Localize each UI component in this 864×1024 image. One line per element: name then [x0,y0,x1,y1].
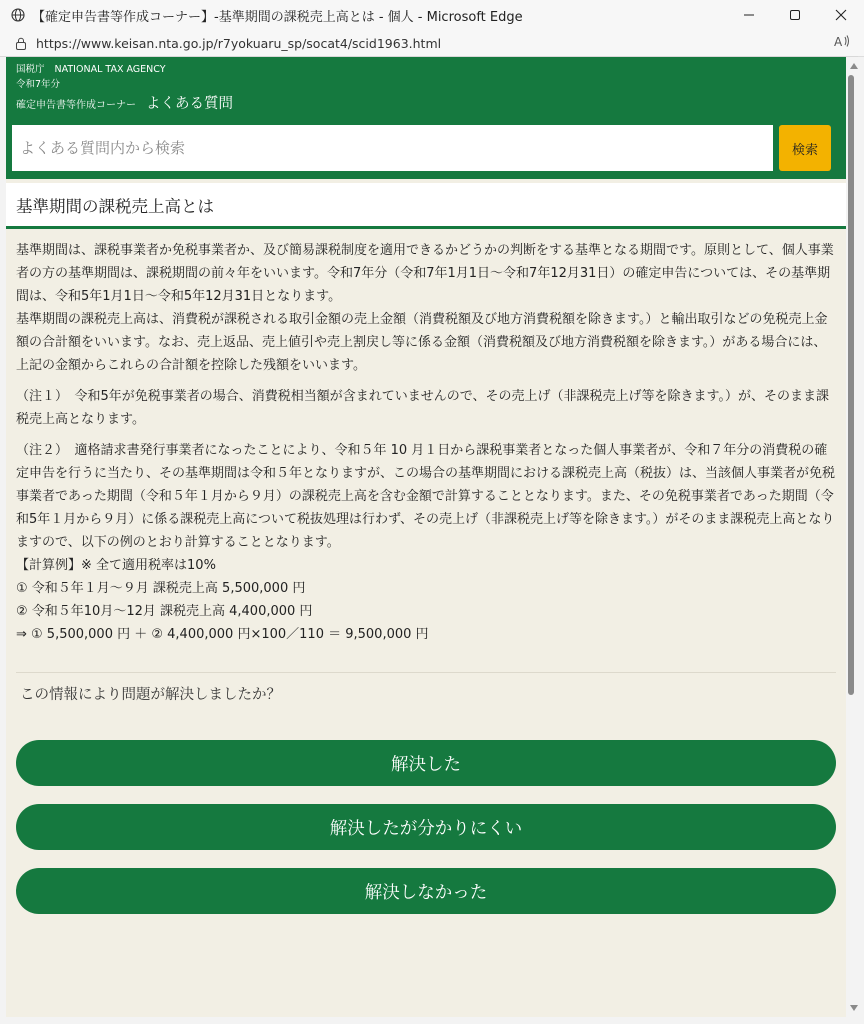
not-resolved-button[interactable]: 解決しなかった [16,868,836,914]
paragraph-taxable-sales: 基準期間の課税売上高は、消費税が課税される取引金額の売上金額（消費税額及び地方消費税額を除きます。）と輸出取引などの免税売上金額の合計額をいいます。なお、売上返品、売上値引や売上割戻し等に係る金額（消費税額及び地方消費税額を除きます。）がある場合には、上記の金額からこれらの合計額を控除した残額をいいます。 [16,312,828,373]
feedback-answers [6,714,846,914]
scroll-down-icon[interactable] [850,1005,858,1011]
window-title: 【確定申告書等作成コーナー】-基準期間の課税売上高とは - 個人 - Microsoft Edge [32,9,523,25]
page-viewport [6,57,846,1017]
globe-icon [10,7,26,23]
resolved-unclear-button[interactable]: 解決したが分かりにくい [16,804,836,850]
page-scrollbar[interactable] [846,57,864,1017]
calc-line-1: ① 令和５年１月～９月 課税売上高 5,500,000 円 [16,581,306,596]
calc-line-2: ② 令和５年10月～12月 課税売上高 4,400,000 円 [16,604,313,619]
url-text[interactable]: https://www.keisan.nta.go.jp/r7yokuaru_sp/socat4/scid1963.html [36,35,442,51]
page-title: 基準期間の課税売上高とは [6,183,846,229]
search-row [12,125,832,171]
minimize-icon [743,9,755,21]
site-header [6,57,846,179]
article-body [6,229,846,673]
lock-icon[interactable] [14,36,28,50]
agency-name-ja: 国税庁 [16,64,45,75]
close-button[interactable] [818,0,864,30]
note-1: （注１） 令和5年が免税事業者の場合、消費税相当額が含まれていませんので、その売上げ（非課税売上げ等を除きます。）が、そのまま課税売上高となります。 [16,389,829,427]
agency-line [16,63,836,77]
window-titlebar [0,0,864,31]
close-icon [835,9,847,21]
scroll-thumb[interactable] [848,75,854,695]
tax-year: 令和7年分 [16,79,61,90]
minimize-button[interactable] [726,0,772,30]
note-2: （注２） 適格請求書発行事業者になったことにより、令和５年 10 月１日から課税事業者となった個人事業者が、令和７年分の消費税の確定申告を行うに当たり、その基準期間は令和５年となりますが、この場合の基準期間における課税売上高（税抜）は、当該個人事業者が免税事業者であった期間（令和５年１月から９月）の課税売上高を含む金額で計算することとなります。また、その免税事業者であった期間（令和5年１月から９月）に係る課税売上高について税抜処理は行わず、その売上げ（非課税売上げ等を除きます。）がそのまま課税売上高となりますので、以下の例のとおり計算することとなります。 [16,443,836,550]
feedback-question: この情報により問題が解決しましたか？ [20,687,281,703]
calc-line-3: ⇒ ① 5,500,000 円 ＋ ② 4,400,000 円×100／110 ＝ 9,500,000 円 [16,627,429,642]
address-bar[interactable] [0,30,864,57]
resolved-button[interactable]: 解決した [16,740,836,786]
maximize-icon [789,9,801,21]
corner-line [16,93,836,117]
maximize-button[interactable] [772,0,818,30]
agency-name-en: NATIONAL TAX AGENCY [54,64,166,75]
scroll-up-icon[interactable] [850,63,858,69]
search-button[interactable]: 検索 [779,125,831,171]
calc-title: 【計算例】※ 全て適用税率は10% [16,558,216,573]
read-aloud-icon[interactable] [834,34,850,52]
paragraph-definition: 基準期間は、課税事業者か免税事業者か、及び簡易課税制度を適用できるかどうかの判断をする基準となる期間です。原則として、個人事業者の方の基準期間は、課税期間の前々年をいいます。令和7年分（令和7年1月1日～令和7年12月31日）の確定申告については、その基準期間は、令和5年1月1日～令和5年12月31日となります。 [16,243,834,304]
corner-name: 確定申告書等作成コーナー [16,100,136,111]
faq-heading: よくある質問 [146,96,233,112]
svg-text:A: A [834,35,843,48]
search-input[interactable] [12,125,773,171]
